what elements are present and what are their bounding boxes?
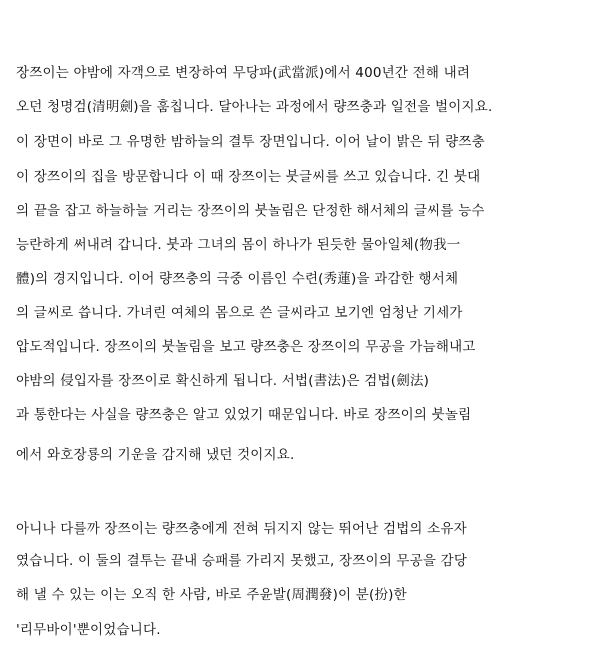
text-line: 에서 와호장룡의 기운을 감지해 냈던 것이지요. [16, 447, 295, 463]
text-line: 과 통한다는 사실을 량쯔충은 알고 있었기 때문입니다. 바로 장쯔이의 붓놀림 [16, 407, 472, 423]
text-line: 이 장면이 바로 그 유명한 밤하늘의 결투 장면입니다. 이어 날이 밝은 뒤 량쯔충 [16, 134, 485, 150]
text-line: '리무바이'뿐이었습니다. [16, 622, 161, 638]
text-line: 였습니다. 이 둘의 결투는 끝내 승패를 가리지 못했고, 장쯔이의 무공을 감당 [16, 553, 468, 569]
text-line: 장쯔이는 야밤에 자객으로 변장하여 무당파(武當派)에서 400년간 전해 내려 [16, 65, 471, 81]
text-line: 이 장쯔이의 집을 방문합니다 이 때 장쯔이는 붓글씨를 쓰고 있습니다. 긴 붓대 [16, 169, 481, 185]
text-line: 능란하게 써내려 갑니다. 붓과 그녀의 몸이 하나가 된듯한 물아일체(物我一 [16, 237, 461, 253]
text-line: 해 낼 수 있는 이는 오직 한 사람, 바로 주윤발(周潤發)이 분(扮)한 [16, 587, 407, 603]
text-line: 야밤의 侵입자를 장쯔이로 확신하게 됩니다. 서법(書法)은 검법(劍法) [16, 373, 430, 389]
text-line: 의 끝을 잡고 하늘하늘 거리는 장쯔이의 붓놀림은 단정한 해서체의 글씨를 능수 [16, 203, 485, 219]
text-line: 압도적입니다. 장쯔이의 붓놀림을 보고 량쯔충은 장쯔이의 무공을 가늠해내고 [16, 339, 476, 355]
text-line: 의 글씨로 씁니다. 가녀린 여체의 몸으로 쓴 글씨라고 보기엔 엄청난 기세가 [16, 305, 463, 321]
text-line: 아니나 다를까 장쯔이는 량쯔충에게 전혀 뒤지지 않는 뛰어난 검법의 소유자 [16, 521, 467, 537]
text-line: 體)의 경지입니다. 이어 량쯔충의 극중 이름인 수련(秀蓮)을 과감한 행서체 [16, 271, 459, 287]
text-line: 오던 청명검(清明劍)을 훔칩니다. 달아나는 과정에서 량쯔충과 일전을 벌이지요. [16, 99, 493, 115]
